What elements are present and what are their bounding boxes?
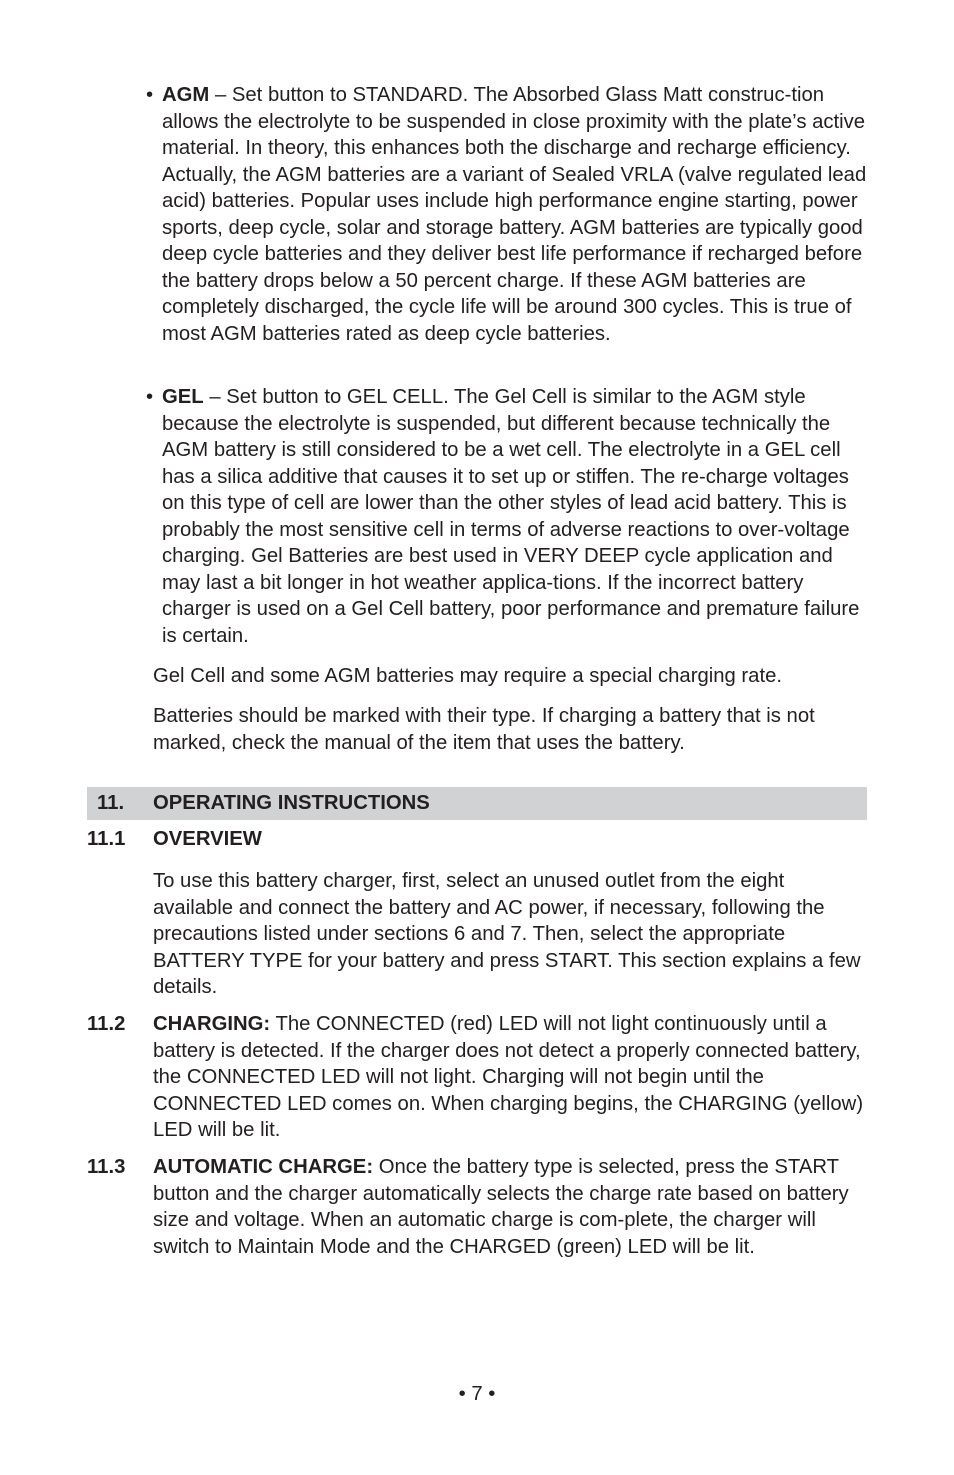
item-charging-lead: CHARGING: xyxy=(153,1013,271,1035)
bullet-dot: • xyxy=(146,84,154,106)
bullet-dot: • xyxy=(146,386,154,408)
item-automatic-charge-body: Once the battery type is selected, press the START button and the charger automatically selects the charge rate based on battery size and voltage. When an automatic charge is com-plete, the charger will switch to Maintain Mode and the CHARGED (green) LED will be lit. xyxy=(153,1156,849,1258)
bullet-agm xyxy=(146,82,868,347)
bullet-gel-lead: GEL xyxy=(162,386,204,408)
bullet-agm-lead: AGM xyxy=(162,84,210,106)
item-charging-text xyxy=(153,1011,868,1144)
item-number: 11.3 xyxy=(87,1156,126,1178)
bullet-gel xyxy=(146,384,868,649)
subsection-title: OVERVIEW xyxy=(153,828,262,850)
overview-text: To use this battery charger, first, select an unused outlet from the eight available and connect the battery and AC power, if necessary, following the precautions listed under sections 6 and 7. Then, select the appropriate BATTERY TYPE for your battery and press START. This section explains a few details. xyxy=(153,870,861,998)
bullet-agm-text xyxy=(162,82,868,347)
item-charging xyxy=(87,1011,868,1144)
bullet-gel-body: – Set button to GEL CELL. The Gel Cell is similar to the AGM style because the electrolyte is suspended, but different because technically the AGM battery is still considered to be a wet cell. The electrolyte in a GEL cell has a silica additive that causes it to set up or stiffen. The re-charge voltages on this type of cell are lower than the other styles of lead acid battery. This is probably the most sensitive cell in terms of adverse reactions to over-voltage charging. Gel Batteries are best used in VERY DEEP cycle application and may last a bit longer in hot weather applica-tions. If the incorrect battery charger is used on a Gel Cell battery, poor performance and premature failure is certain. xyxy=(162,386,860,647)
item-charging-body: The CONNECTED (red) LED will not light continuously until a battery is detected. If the charger does not detect a properly connected battery, the CONNECTED LED will not light. Charging will not begin until the CONNECTED LED comes on. When charging begins, the CHARGING (yellow) LED will be lit. xyxy=(153,1013,864,1141)
item-automatic-charge-lead: AUTOMATIC CHARGE: xyxy=(153,1156,374,1178)
subsection-number: 11.1 xyxy=(87,828,126,850)
subsection-header-overview xyxy=(77,823,867,856)
note-special-rate: Gel Cell and some AGM batteries may require a special charging rate. xyxy=(153,665,783,687)
section-title: OPERATING INSTRUCTIONS xyxy=(153,792,430,814)
section-number: 11. xyxy=(97,792,125,814)
page-number: • 7 • xyxy=(458,1383,496,1405)
item-automatic-charge xyxy=(87,1154,868,1260)
item-number: 11.2 xyxy=(87,1013,126,1035)
bullet-agm-body: – Set button to STANDARD. The Absorbed Glass Matt construc-tion allows the electrolyte to be suspended in close proximity with the plate’s active material. In theory, this enhances both the discharge and recharge efficiency. Actually, the AGM batteries are a variant of Sealed VRLA (valve regulated lead acid) batteries. Popular uses include high performance engine starting, power sports, deep cycle, solar and storage battery. AGM batteries are typically good deep cycle batteries and they deliver best life performance if recharged before the battery drops below a 50 percent charge. If these AGM batteries are completely discharged, the cycle life will be around 300 cycles. This is true of most AGM batteries rated as deep cycle batteries. xyxy=(162,84,867,345)
section-header-operating-instructions xyxy=(87,787,867,820)
bullet-gel-text xyxy=(162,384,868,649)
item-automatic-charge-text xyxy=(153,1154,868,1260)
note-marked-type: Batteries should be marked with their type. If charging a battery that is not marked, check the manual of the item that uses the battery. xyxy=(153,705,815,754)
